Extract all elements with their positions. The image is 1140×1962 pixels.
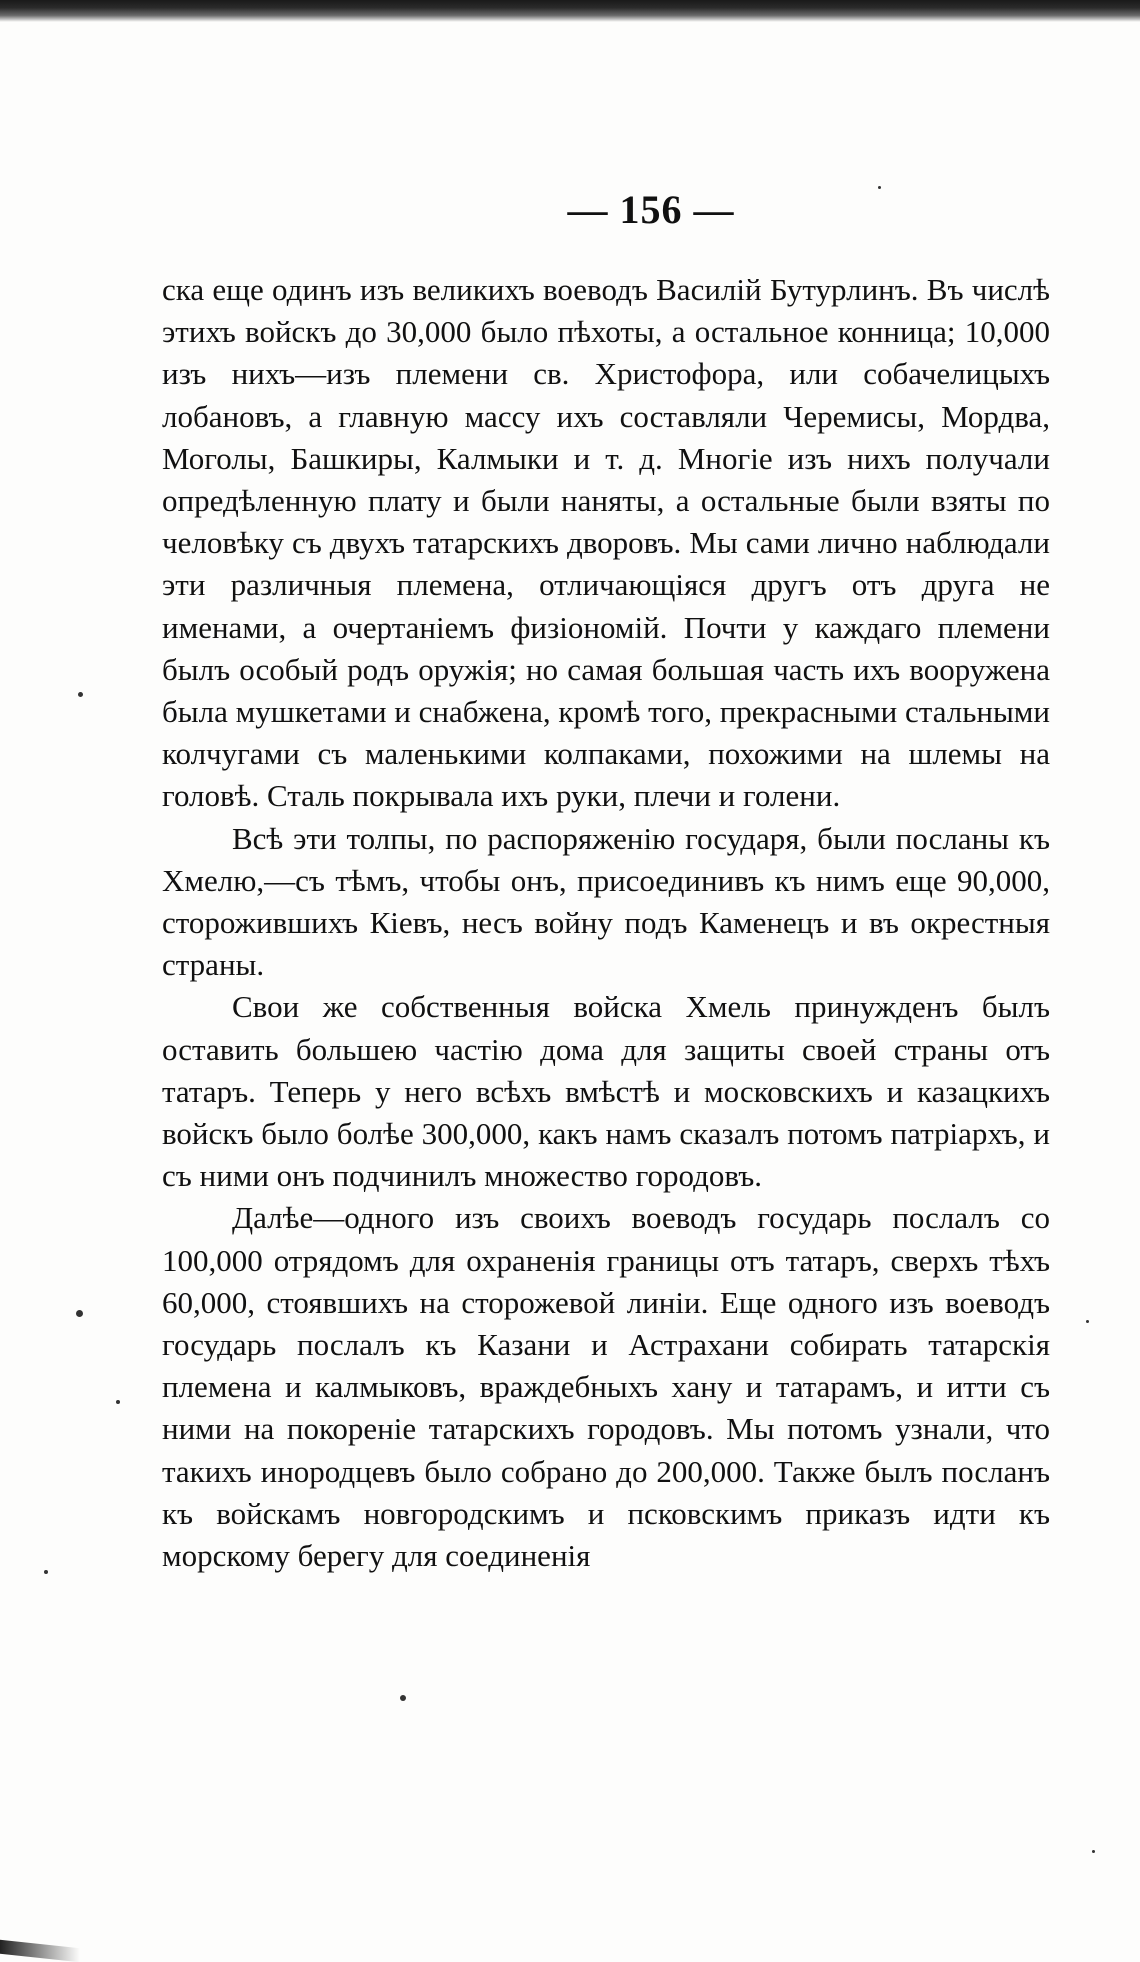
page-number: — 156 — — [567, 187, 735, 232]
paragraph-2: Всѣ эти толпы, по распоряженію государя, были посланы къ Хмелю,—съ тѣмъ, чтобы онъ, присоединивъ къ нимъ еще 90,000, сторожившихъ Кіевъ, несъ войну подъ Каменецъ и въ окрестныя страны. — [162, 820, 1050, 983]
paragraph-3: Свои же собственныя войска Хмель принужденъ былъ оставить большею частію дома для защиты своей страны отъ татаръ. Теперь у него всѣхъ вмѣстѣ и московскихъ и казацкихъ войскъ было болѣе 300,000, какъ намъ сказалъ потомъ патріархъ, и съ ними онъ подчинилъ множество городовъ. — [162, 989, 1050, 1194]
book-page — [162, 186, 1050, 1577]
scan-top-edge — [0, 0, 1140, 22]
paragraph-1: ска еще одинъ изъ великихъ воеводъ Василій Бутурлинъ. Въ числѣ этихъ войскъ до 30,000 было пѣхоты, а остальное конница; 10,000 изъ нихъ—изъ племени св. Христофора, или собачелицыхъ лобановъ, а главную массу ихъ составляли Черемисы, Мордва, Моголы, Башкиры, Калмыки и т. д. Многіе изъ нихъ получали опредѣленную плату и были наняты, а остальные были взяты по человѣку съ двухъ татарскихъ дворовъ. Мы сами лично наблюдали эти различныя племена, отличающіяся другъ отъ друга не именами, а очертаніемъ физіономій. Почти у каждаго племени былъ особый родъ оружія; но самая большая часть ихъ вооружена была мушкетами и снабжена, кромѣ того, прекрасными стальными колчугами съ маленькими колпаками, похожими на шлемы на головѣ. Сталь покрывала ихъ руки, плечи и голени. — [162, 272, 1050, 814]
scan-bottom-mark — [0, 1940, 80, 1962]
page-body — [162, 269, 1050, 1577]
paragraph-4: Далѣе—одного изъ своихъ воеводъ государь послалъ со 100,000 отрядомъ для охраненія границы отъ татаръ, сверхъ тѣхъ 60,000, стоявшихъ на сторожевой линіи. Еще одного изъ воеводъ государь послалъ къ Казани и Астрахани собирать татарскія племена и калмыковъ, враждебныхъ хану и татарамъ, и итти съ ними на покореніе татарскихъ городовъ. Мы потомъ узнали, что такихъ инородцевъ было собрано до 200,000. Также былъ посланъ къ войскамъ новгородскимъ и псковскимъ приказъ идти къ морскому берегу для соединенія — [162, 1200, 1050, 1574]
